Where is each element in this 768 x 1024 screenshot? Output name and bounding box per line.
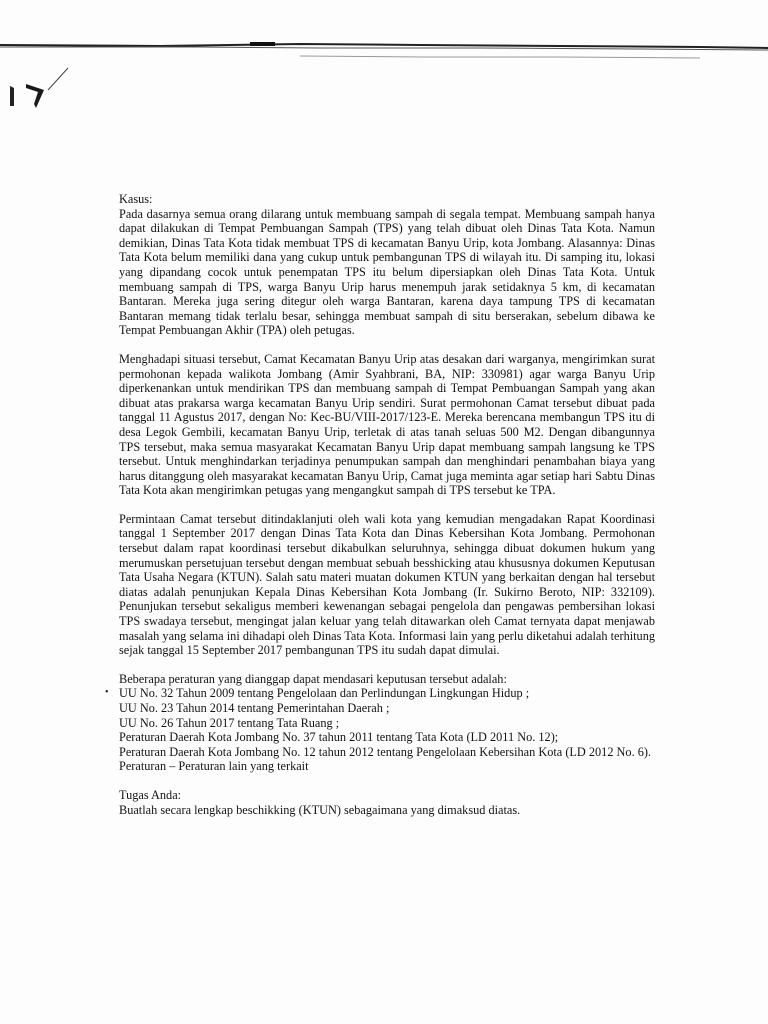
case-paragraph-2: Menghadapi situasi tersebut, Camat Kecamatan Banyu Urip atas desakan dari warganya, mengirimkan surat permohonan kepada walikota Jombang (Amir Syahbrani, BA, NIP: 330981) agar warga Banyu Urip diperkenankan untuk mendirikan TPS dan membuang sampah di Tempat Pembuangan Sampah yang akan dibuat atas prakarsa warga kecamatan Banyu Urip sendiri. Surat permohonan Camat tersebut dibuat pada tanggal 11 Agustus 2017, dengan No: Kec-BU/VIII-2017/123-E. Mereka berencana membangun TPS itu di desa Legok Gembili, kecamatan Banyu Urip, terletak di atas tanah seluas 500 M2. Dengan dibangunnya TPS tersebut, maka semua masyarakat Kecamatan Banyu Urip dapat membuang sampah langsung ke TPS tersebut. Untuk menghindarkan terjadinya penumpukan sampah dan menghindari penambahan biaya yang harus ditanggung oleh masyarakat kecamatan Banyu Urip, Camat juga meminta agar setiap hari Sabtu Dinas Tata Kota akan mengirimkan petugas yang mengangkut sampah di TPS tersebut ke TPA. [119,351,655,498]
regulation-item: • UU No. 32 Tahun 2009 tentang Pengelolaan dan Perlindungan Lingkungan Hidup ; [119,686,655,701]
task-text: Buatlah secara lengkap beschikking (KTUN) sebagaimana yang dimaksud diatas. [119,802,521,817]
task-heading: Tugas Anda: [119,787,182,802]
regulations-list [119,686,655,774]
regulation-item: Peraturan – Peraturan lain yang terkait [119,759,309,774]
regulation-item: UU No. 23 Tahun 2014 tentang Pemerintahan Daerah ; [119,701,390,715]
scan-top-edge-artifact [0,40,768,60]
regulation-item: UU No. 26 Tahun 2017 tentang Tata Ruang ; [119,715,340,730]
regulation-item: Peraturan Daerah Kota Jombang No. 37 tahun 2011 tentang Tata Kota (LD 2011 No. 12); [119,730,559,745]
scan-corner-artifact [4,62,84,122]
case-paragraph-1: Pada dasarnya semua orang dilarang untuk membuang sampah di segala tempat. Membuang sampah hanya dapat dilakukan di Tempat Pembuangan Sampah (TPS) yang telah dibuat oleh Dinas Tata Kota. Namun demikian, Dinas Tata Kota tidak membuat TPS di kecamatan Banyu Urip, kota Jombang. Alasannya: Dinas Tata Kota belum memiliki dana yang cukup untuk pembangunan TPS di wilayah itu. Di samping itu, lokasi yang dipandang cocok untuk penempatan TPS itu belum dipersiapkan oleh Dinas Tata Kota. Untuk membuang sampah di TPS, warga Banyu Urip harus menempuh jarak setidaknya 5 km, di kecamatan Bantaran. Mereka juga sering ditegur oleh warga Bantaran, karena daya tampung TPS di kecamatan Bantaran memang tidak terlalu besar, sehingga membuat sampah di situ berserakan, sebelum dibawa ke Tempat Pembuangan Akhir (TPA) oleh petugas. [119,206,655,338]
regulation-item: Peraturan Daerah Kota Jombang No. 12 tahun 2012 tentang Pengelolaan Kebersihan Kota (LD 2012 No. 6). [119,744,652,759]
case-paragraph-3: Permintaan Camat tersebut ditindaklanjuti oleh wali kota yang kemudian mengadakan Rapat Koordinasi tanggal 1 September 2017 dengan Dinas Tata Kota dan Dinas Kebersihan Kota Jombang. Permohonan tersebut dalam rapat koordinasi tersebut dikabulkan seluruhnya, sehingga dibuat dokumen hukum yang merumuskan persetujuan tersebut dengan membuat sebuah besshicking atau khususnya dokumen Keputusan Tata Usaha Negara (KTUN). Salah satu materi muatan dokumen KTUN yang berkaitan dengan hal tersebut diatas adalah penunjukan Kepala Dinas Kebersihan Kota Jombang (Ir. Sukirno Beroto, NIP: 332109). Penunjukan tersebut sekaligus memberi kewenangan sebagai pengelola dan pengawas pembersihan lokasi TPS swadaya tersebut, mengingat jalan keluar yang telah ditawarkan oleh Camat ternyata dapat menjawab masalah yang selama ini dihadapi oleh Dinas Tata Kota. Informasi lain yang perlu diketahui adalah terhitung sejak tanggal 15 September 2017 pembangunan TPS itu sudah dapat dimulai. [119,511,655,658]
document-body [119,192,655,817]
regulations-intro: Beberapa peraturan yang dianggap dapat mendasari keputusan tersebut adalah: [119,671,507,686]
case-heading: Kasus: [119,192,153,206]
